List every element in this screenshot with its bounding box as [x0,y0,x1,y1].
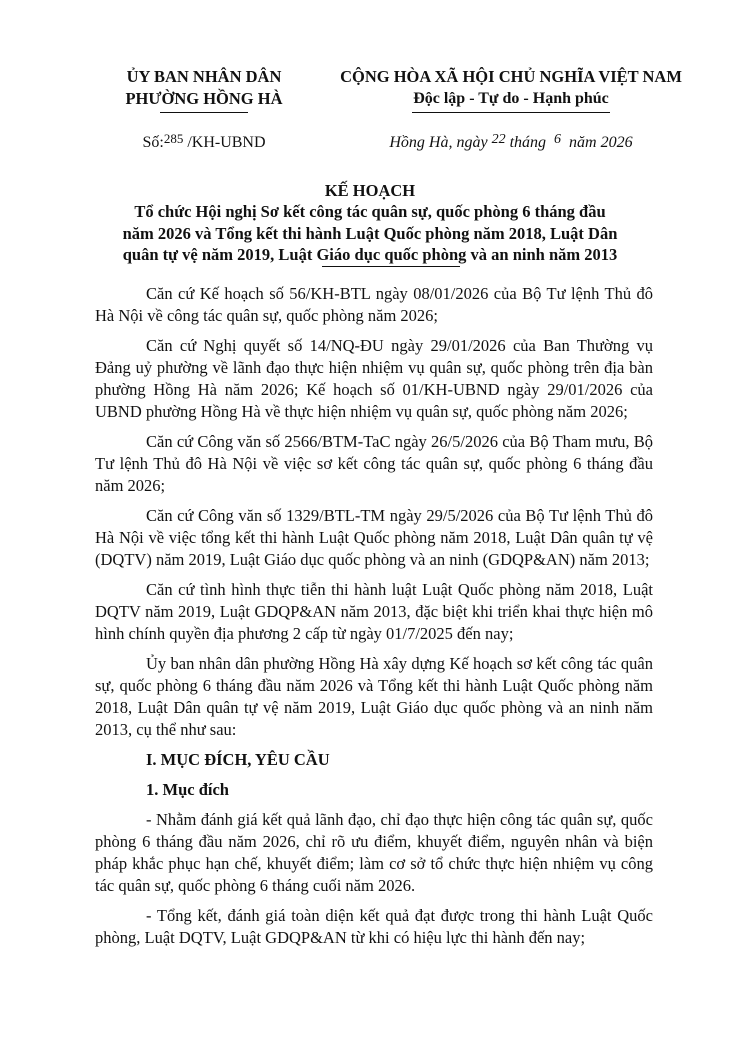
paragraph-purpose-1: - Nhằm đánh giá kết quả lãnh đạo, chỉ đạo thực hiện công tác quân sự, quốc phòng 6 tháng đầu năm 2026, chỉ rõ ưu điểm, khuyết điểm, nguyên nhân và biện pháp khắc phục hạn chế, khuyết điểm; làm cơ sở tổ chức thực hiện nhiệm vụ công tác quân sự, quốc phòng 6 tháng cuối năm 2026. [95,810,653,895]
paragraph-intro: Ủy ban nhân dân phường Hồng Hà xây dựng Kế hoạch sơ kết công tác quân sự, quốc phòng 6 tháng đầu năm 2026 và Tổng kết thi hành Luật Quốc phòng năm 2018, Luật Dân quân tự vệ năm 2019, Luật Giáo dục quốc phòng và an ninh năm 2013, cụ thể như sau: [95,654,653,739]
doc-number-prefix: Số: [142,134,164,151]
document-body [95,283,653,957]
date-month-label: tháng [509,134,547,151]
authority-line-2: PHƯỜNG HỒNG HÀ [125,89,283,108]
date-month: 6 [554,132,562,147]
paragraph-basis-5: Căn cứ tình hình thực tiễn thi hành luật Luật Quốc phòng năm 2018, Luật DQTV năm 2019, Luật GDQP&AN năm 2013, đặc biệt khi triển khai thực hiện mô hình chính quyền địa phương 2 cấp từ ngày 01/7/2025 đến nay; [95,580,653,643]
section-heading-1: I. MỤC ĐÍCH, YÊU CẦU [146,750,330,769]
paragraph-basis-2: Căn cứ Nghị quyết số 14/NQ-ĐU ngày 29/01/2026 của Ban Thường vụ Đảng uỷ phường về lãnh đạo thực hiện nhiệm vụ quân sự, quốc phòng trên địa bàn phường Hồng Hà năm 2026; Kế hoạch số 01/KH-UBND ngày 29/01/2026 của UBND phường Hồng Hà về thực hiện nhiệm vụ quân sự, quốc phòng năm 2026; [95,336,653,421]
national-title: CỘNG HÒA XÃ HỘI CHỦ NGHĨA VIỆT NAM [340,67,682,86]
document-subject: Tổ chức Hội nghị Sơ kết công tác quân sự, quốc phòng 6 tháng đầu năm 2026 và Tổng kết thi hành Luật Quốc phòng năm 2018, Luật Dân quân tự vệ năm 2019, Luật Giáo dục quốc phòng và an ninh năm 2013 [122,202,618,264]
date-day: 22 [491,132,506,147]
subsection-heading-1: 1. Mục đích [146,780,229,799]
doc-number-value: 285 [163,131,184,146]
date-prefix: Hồng Hà, ngày [389,134,488,151]
document-type-heading: KẾ HOẠCH [324,181,416,200]
paragraph-basis-3: Căn cứ Công văn số 2566/BTM-TaC ngày 26/5/2026 của Bộ Tham mưu, Bộ Tư lệnh Thủ đô Hà Nội về việc sơ kết công tác quân sự, quốc phòng 6 tháng đầu năm 2026; [95,432,653,495]
authority-underline [160,112,248,113]
subject-underline [322,266,460,267]
date-year: năm 2026 [569,134,633,151]
national-motto: Độc lập - Tự do - Hạnh phúc [413,90,609,107]
doc-number-suffix: /KH-UBND [187,134,266,151]
document-number [104,132,304,154]
paragraph-basis-1: Căn cứ Kế hoạch số 56/KH-BTL ngày 08/01/2026 của Bộ Tư lệnh Thủ đô Hà Nội về công tác quân sự, quốc phòng năm 2026; [95,284,653,325]
issue-date [318,132,704,155]
motto-underline [412,112,610,113]
authority-line-1: ỦY BAN NHÂN DÂN [126,67,282,86]
paragraph-basis-4: Căn cứ Công văn số 1329/BTL-TM ngày 29/5/2026 của Bộ Tư lệnh Thủ đô Hà Nội về việc tổng kết thi hành Luật Quốc phòng năm 2018, Luật Dân quân tự vệ (DQTV) năm 2019, Luật Giáo dục quốc phòng và an ninh (GDQP&AN) năm 2013; [95,506,653,569]
paragraph-purpose-2: - Tổng kết, đánh giá toàn diện kết quả đạt được trong thi hành Luật Quốc phòng, Luật DQTV, Luật GDQP&AN từ khi có hiệu lực thi hành đến nay; [95,906,653,947]
